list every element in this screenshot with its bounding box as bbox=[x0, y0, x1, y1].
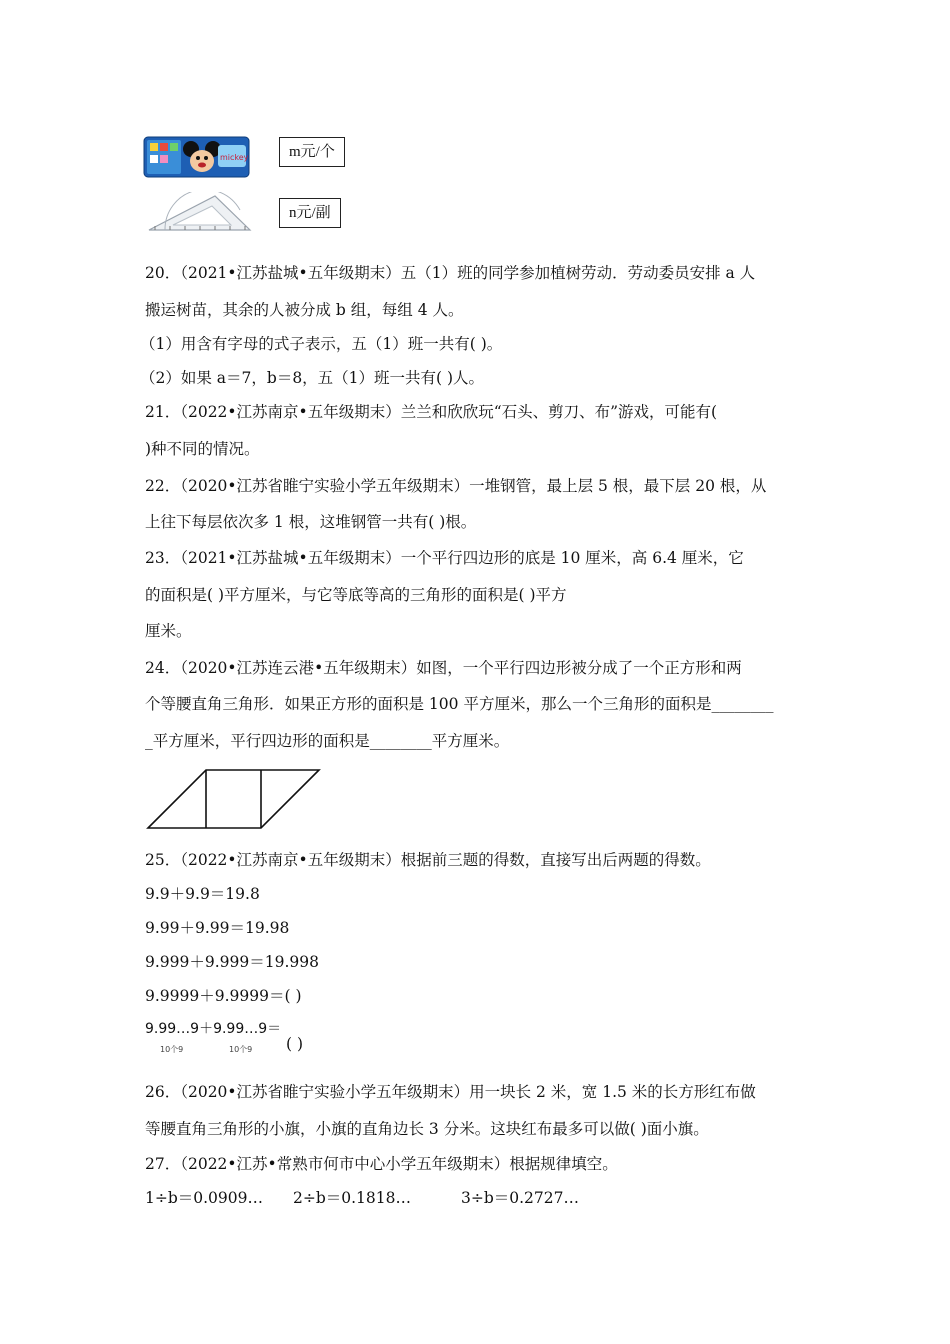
parallelogram-figure bbox=[144, 767, 324, 831]
q25-eq-4: 9.9999＋9.9999＝( ) bbox=[145, 987, 302, 1005]
q21-line-2: )种不同的情况。 bbox=[145, 440, 260, 458]
q25-eq-3: 9.999＋9.999＝19.998 bbox=[145, 953, 319, 971]
q27-pattern-1: 1÷b＝0.0909… bbox=[145, 1189, 264, 1207]
q25-eq-5-blank: ( ) bbox=[286, 1035, 304, 1053]
q22-line-2: 上往下每层依次多 1 根，这堆钢管一共有( )根。 bbox=[145, 513, 477, 531]
q25-eq-5: 9.99…9＋9.99…9＝ bbox=[145, 1021, 282, 1037]
q27-pattern-3: 3÷b＝0.2727… bbox=[461, 1189, 580, 1207]
q20-sub-1: （1）用含有字母的式子表示，五（1）班一共有( )。 bbox=[140, 335, 503, 353]
triangle-ruler-image bbox=[145, 192, 257, 236]
q24-line-1: 24．（2020•江苏连云港•五年级期末）如图，一个平行四边形被分成了一个正方形和两 bbox=[145, 659, 742, 677]
q26-line-1: 26．（2020•江苏省睢宁实验小学五年级期末）用一块长 2 米，宽 1.5 米的长方形红布做 bbox=[145, 1083, 756, 1101]
q27-pattern-2: 2÷b＝0.1818… bbox=[293, 1189, 412, 1207]
q20-line-1: 20．（2021•江苏盐城•五年级期末）五（1）班的同学参加植树劳动．劳动委员安排 a 人 bbox=[145, 264, 756, 282]
q23-line-2: 的面积是( )平方厘米，与它等底等高的三角形的面积是( )平方 bbox=[145, 586, 567, 604]
q20-line-2: 搬运树苗，其余的人被分成 b 组，每组 4 人。 bbox=[145, 301, 464, 319]
svg-text:mickey: mickey bbox=[220, 153, 249, 162]
pencil-case-price-tag: m元/个 bbox=[279, 137, 345, 167]
q27-intro: 27．（2022•江苏•常熟市何市中心小学五年级期末）根据规律填空。 bbox=[145, 1155, 618, 1173]
q24-line-3: _平方厘米，平行四边形的面积是________平方厘米。 bbox=[145, 732, 510, 750]
q24-line-2: 个等腰直角三角形．如果正方形的面积是 100 平方厘米，那么一个三角形的面积是________ bbox=[145, 695, 774, 713]
q25-eq-5-underbrace-1: 10个9 bbox=[160, 1045, 184, 1054]
q22-line-1: 22．（2020•江苏省睢宁实验小学五年级期末）一堆钢管，最上层 5 根，最下层 20 根，从 bbox=[145, 477, 767, 495]
q21-line-1: 21．（2022•江苏南京•五年级期末）兰兰和欣欣玩“石头、剪刀、布”游戏，可能有( bbox=[145, 403, 718, 421]
q20-sub-2: （2）如果 a＝7，b＝8，五（1）班一共有( )人。 bbox=[140, 369, 485, 387]
q26-line-2: 等腰直角三角形的小旗，小旗的直角边长 3 分米。这块红布最多可以做( )面小旗。 bbox=[145, 1120, 709, 1138]
q25-eq-2: 9.99＋9.99＝19.98 bbox=[145, 919, 290, 937]
pencil-case-image bbox=[143, 135, 251, 180]
triangle-ruler-price-tag: n元/副 bbox=[279, 198, 341, 228]
q25-eq-5-underbrace-2: 10个9 bbox=[229, 1045, 253, 1054]
q25-intro: 25．（2022•江苏南京•五年级期末）根据前三题的得数，直接写出后两题的得数。 bbox=[145, 851, 711, 869]
q25-eq-1: 9.9＋9.9＝19.8 bbox=[145, 885, 260, 903]
q23-line-3: 厘米。 bbox=[145, 622, 192, 640]
q23-line-1: 23．（2021•江苏盐城•五年级期末）一个平行四边形的底是 10 厘米，高 6.4 厘米，它 bbox=[145, 549, 744, 567]
